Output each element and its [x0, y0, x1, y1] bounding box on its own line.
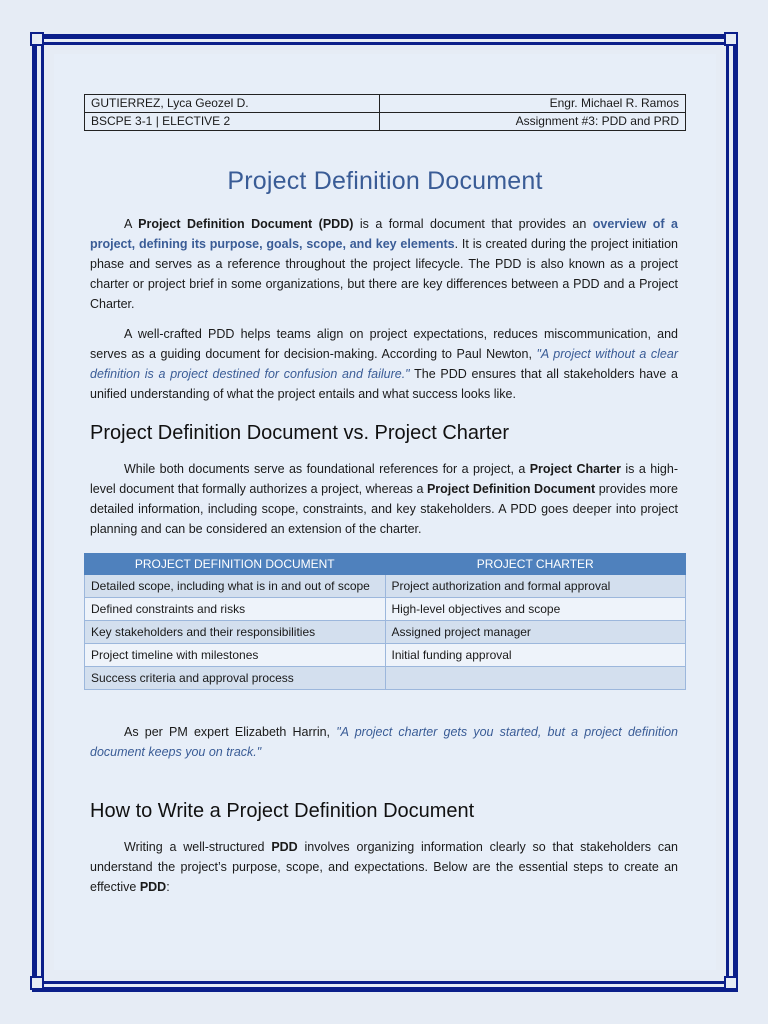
table-row	[85, 644, 686, 667]
bold-term: PDD	[271, 840, 298, 854]
table-row	[85, 575, 686, 598]
highlighted-phrase: overview of a project, defining its purpose, goals, scope, and key elements	[90, 217, 678, 251]
column-header-pdd: PROJECT DEFINITION DOCUMENT	[85, 554, 386, 575]
document-page	[54, 54, 716, 970]
intro-paragraph-2	[90, 324, 678, 404]
text-run: is a formal document that provides an	[353, 217, 593, 231]
text-run: A well-crafted PDD helps teams align on project expectations, reduces miscommunication, and serves as a guiding document for decision-making. According to Paul Newton,	[90, 327, 678, 361]
table-cell: Initial funding approval	[385, 644, 686, 667]
text-run: involves organizing information clearly so that stakeholders can understand the project’s purpose, scope, and expectations. Below are the essential steps to create an effective	[90, 840, 679, 894]
table-cell: Project authorization and formal approval	[385, 575, 686, 598]
harrin-quote-paragraph	[90, 722, 678, 762]
table-cell: High-level objectives and scope	[385, 598, 686, 621]
text-run: While both documents serve as foundational references for a project, a	[124, 462, 530, 476]
quote-paul-newton: "A project without a clear definition is a project destined for confusion and failure."	[90, 347, 678, 381]
text-run: The PDD ensures that all stakeholders have a unified understanding of what the project entails and what success looks like.	[90, 367, 678, 401]
header-row	[85, 113, 686, 131]
how-to-paragraph	[90, 837, 678, 897]
document-content	[84, 94, 686, 907]
table-cell: Success criteria and approval process	[85, 667, 386, 690]
bold-term: Project Charter	[529, 462, 621, 476]
border-corner-bottom-left	[30, 976, 44, 990]
text-run: As per PM expert Elizabeth Harrin,	[124, 725, 337, 739]
text-run: provides more detailed information, including scope, constraints, and key stakeholders. A PDD goes deeper into project planning and can be considered an extension of the charter.	[90, 482, 678, 536]
table-cell: Assigned project manager	[385, 621, 686, 644]
text-run: :	[166, 880, 170, 894]
intro-paragraph-1	[90, 214, 678, 314]
text-run: A	[124, 217, 139, 231]
table-cell: Key stakeholders and their responsibilities	[85, 621, 386, 644]
instructor-name: Engr. Michael R. Ramos	[380, 95, 686, 113]
section-heading-pdd-vs-charter: Project Definition Document vs. Project Charter	[90, 422, 510, 444]
table-cell: Detailed scope, including what is in and out of scope	[85, 575, 386, 598]
course-section: BSCPE 3-1 | ELECTIVE 2	[85, 113, 380, 131]
table-cell: Project timeline with milestones	[85, 644, 386, 667]
text-run: . It is created during the project initiation phase and serves as a reference throughout the project lifecycle. The PDD is also known as a project charter or project brief in some organizations, but there are key differences between a PDD and a Project Charter.	[90, 237, 678, 311]
table-row	[85, 621, 686, 644]
table-row	[85, 598, 686, 621]
column-header-charter: PROJECT CHARTER	[385, 554, 686, 575]
quote-elizabeth-harrin: "A project charter gets you started, but a project definition document keeps you on track."	[90, 725, 678, 759]
table-cell	[385, 667, 686, 690]
table-cell: Defined constraints and risks	[85, 598, 386, 621]
text-run: Writing a well-structured	[124, 840, 272, 854]
border-corner-top-right	[724, 32, 738, 46]
comparison-table-header	[85, 554, 686, 575]
author-name: GUTIERREZ, Lyca Geozel D.	[85, 95, 380, 113]
border-corner-top-left	[30, 32, 44, 46]
section-heading-how-to-write: How to Write a Project Definition Document	[90, 800, 475, 822]
header-info-table	[84, 94, 686, 131]
document-title: Project Definition Document	[227, 167, 543, 195]
header-row	[85, 95, 686, 113]
table-row	[85, 667, 686, 690]
bold-term: PDD	[139, 880, 167, 894]
text-run: is a high-level document that formally authorizes a project, whereas a	[90, 462, 678, 496]
bold-term: Project Definition Document (PDD)	[138, 217, 354, 231]
comparison-table	[84, 553, 686, 690]
border-corner-bottom-right	[724, 976, 738, 990]
bold-term: Project Definition Document	[426, 482, 596, 496]
assignment-label: Assignment #3: PDD and PRD	[380, 113, 686, 131]
comparison-paragraph	[90, 459, 678, 539]
